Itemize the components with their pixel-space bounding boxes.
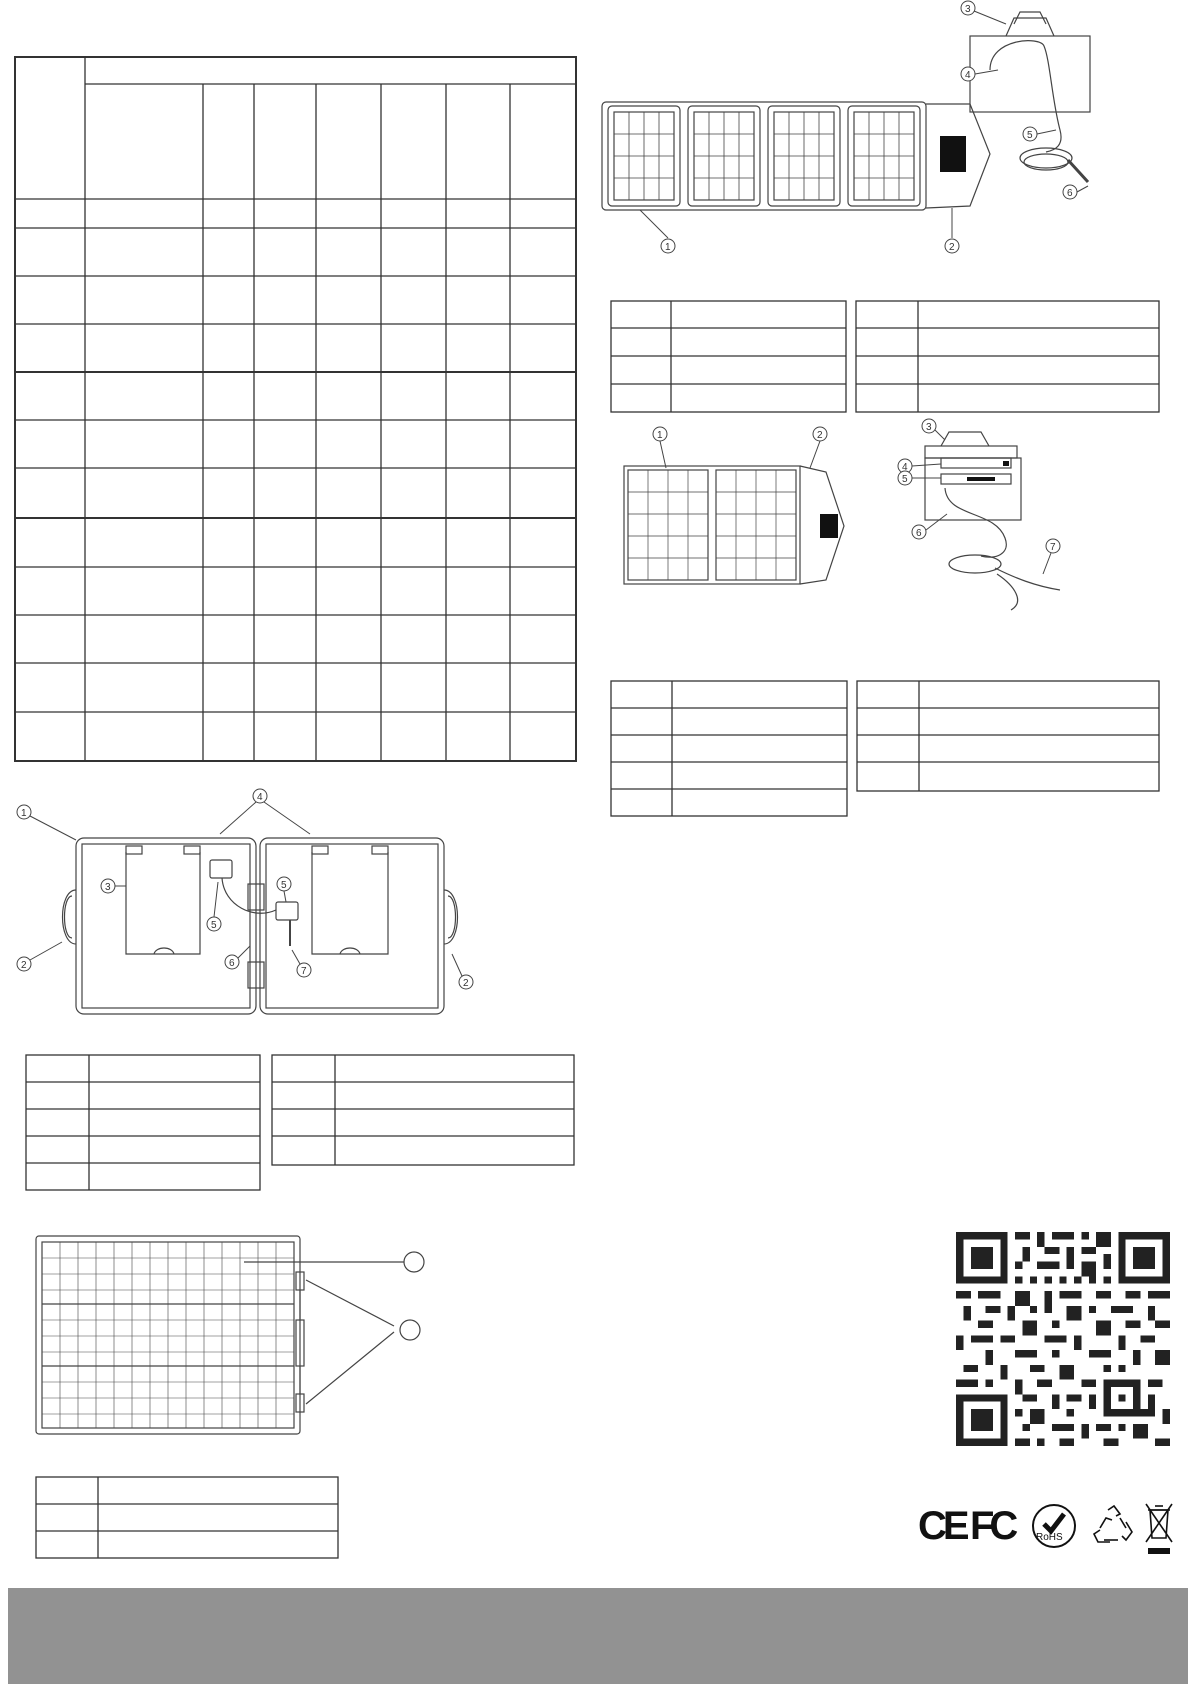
certifications-row [918,1496,1178,1558]
parts-table-suitcase-left [25,1054,263,1194]
svg-text:7: 7 [1050,542,1056,553]
carry-bag-cable-diagram [960,0,1135,205]
svg-text:5: 5 [902,474,908,485]
svg-text:1: 1 [665,242,671,253]
recycle-icon [1090,1502,1136,1548]
svg-text:2: 2 [21,960,27,971]
carry-case-cable-diagram [885,418,1075,628]
folding-solar-2panel-diagram [612,420,862,590]
parts-table-mid-right [856,680,1162,794]
footer-band [8,1588,1188,1684]
svg-text:5: 5 [1027,130,1033,141]
parts-table-top-left [610,300,848,415]
weee-bin-icon [1144,1500,1174,1556]
fcc-mark-icon: FC [970,1504,1014,1548]
svg-text:6: 6 [1067,188,1073,199]
folding-solar-4panel-diagram [600,92,1010,262]
ce-mark-icon: CE [918,1504,966,1548]
spec-table [14,56,578,764]
rohs-label: RoHS [1036,1532,1063,1543]
parts-table-top-right [855,300,1161,415]
svg-text:1: 1 [21,808,27,819]
suitcase-solar-diagram [14,786,484,1022]
rigid-solar-panel-diagram [34,1234,454,1440]
svg-text:5: 5 [211,920,217,931]
svg-text:7: 7 [301,966,307,977]
svg-text:5: 5 [281,880,287,891]
svg-text:3: 3 [105,882,111,893]
svg-text:4: 4 [257,792,263,803]
svg-text:4: 4 [902,462,908,473]
svg-text:2: 2 [463,978,469,989]
parts-table-suitcase-right [271,1054,577,1168]
svg-text:3: 3 [965,4,971,15]
parts-table-panel [35,1476,341,1562]
qr-code-icon[interactable] [954,1232,1172,1446]
svg-text:6: 6 [916,528,922,539]
svg-text:1: 1 [657,430,663,441]
svg-text:2: 2 [949,242,955,253]
svg-text:4: 4 [965,70,971,81]
parts-table-mid-left [610,680,850,820]
svg-text:6: 6 [229,958,235,969]
svg-text:3: 3 [926,422,932,433]
svg-text:2: 2 [817,430,823,441]
